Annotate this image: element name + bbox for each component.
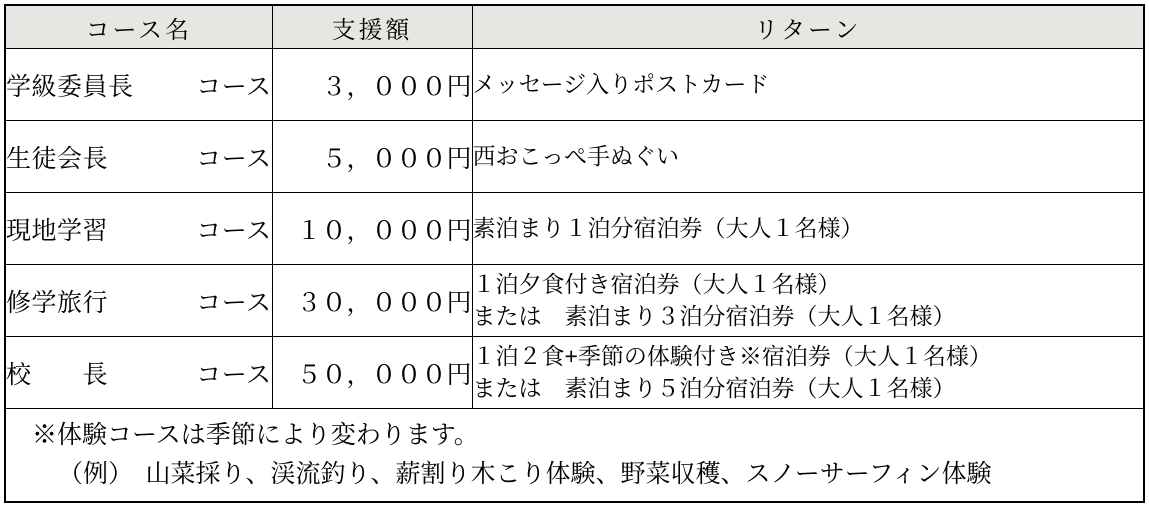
return-line-2: または 素泊まり５泊分宿泊券（大人１名様） xyxy=(472,374,956,401)
table-header xyxy=(5,5,1144,49)
table-row xyxy=(5,193,1144,265)
return-line-1: １泊２食+季節の体験付き※宿泊券（大人１名様） xyxy=(472,343,992,370)
course-name-suffix: コース xyxy=(196,72,272,101)
table-row xyxy=(5,265,1144,337)
return-cell xyxy=(472,193,1144,265)
support-amount-cell: １０，０００円 xyxy=(272,193,472,265)
course-name-main: 校 長 xyxy=(6,360,109,389)
return-line-1: メッセージ入りポストカード xyxy=(472,70,770,97)
table-row xyxy=(5,49,1144,121)
table-header-row xyxy=(5,5,1144,49)
table-body xyxy=(5,49,1144,503)
course-name-suffix: コース xyxy=(196,288,272,317)
course-name-cell xyxy=(5,337,272,409)
table-footnote-row xyxy=(5,409,1144,503)
return-cell xyxy=(472,265,1144,337)
header-course-name: コース名 xyxy=(5,5,272,49)
footnote-line-2: （例） 山菜採り、渓流釣り、薪割り木こり体験、野菜収穫、スノーサーフィン体験 xyxy=(58,460,992,488)
support-amount-cell: ５，０００円 xyxy=(272,121,472,193)
return-cell xyxy=(472,121,1144,193)
return-line-1: 西おこっぺ手ぬぐい xyxy=(472,142,680,169)
course-name-main: 生徒会長 xyxy=(6,144,109,173)
support-amount-cell: ５０，０００円 xyxy=(272,337,472,409)
course-name-suffix: コース xyxy=(196,216,272,245)
return-line-2: または 素泊まり３泊分宿泊券（大人１名様） xyxy=(472,302,956,329)
course-name-suffix: コース xyxy=(196,360,272,389)
course-name-cell xyxy=(5,265,272,337)
course-name-cell xyxy=(5,49,272,121)
return-cell xyxy=(472,337,1144,409)
return-cell xyxy=(472,49,1144,121)
course-name-main: 現地学習 xyxy=(6,216,109,245)
course-table xyxy=(4,4,1145,503)
table-row xyxy=(5,337,1144,409)
return-line-1: 素泊まり１泊分宿泊券（大人１名様） xyxy=(472,214,864,241)
footnote-line-1: ※体験コースは季節により変わります。 xyxy=(32,421,479,450)
course-name-suffix: コース xyxy=(196,144,272,173)
header-return: リターン xyxy=(472,5,1144,49)
header-support-amount: 支援額 xyxy=(272,5,472,49)
course-name-cell xyxy=(5,121,272,193)
support-amount-cell: ３，０００円 xyxy=(272,49,472,121)
course-name-cell xyxy=(5,193,272,265)
course-name-main: 学級委員長 xyxy=(6,72,134,101)
support-amount-cell: ３０，０００円 xyxy=(272,265,472,337)
table-row xyxy=(5,121,1144,193)
return-line-1: １泊夕食付き宿泊券（大人１名様） xyxy=(472,271,841,298)
course-name-main: 修学旅行 xyxy=(6,288,109,317)
footnote-cell xyxy=(5,409,1144,503)
